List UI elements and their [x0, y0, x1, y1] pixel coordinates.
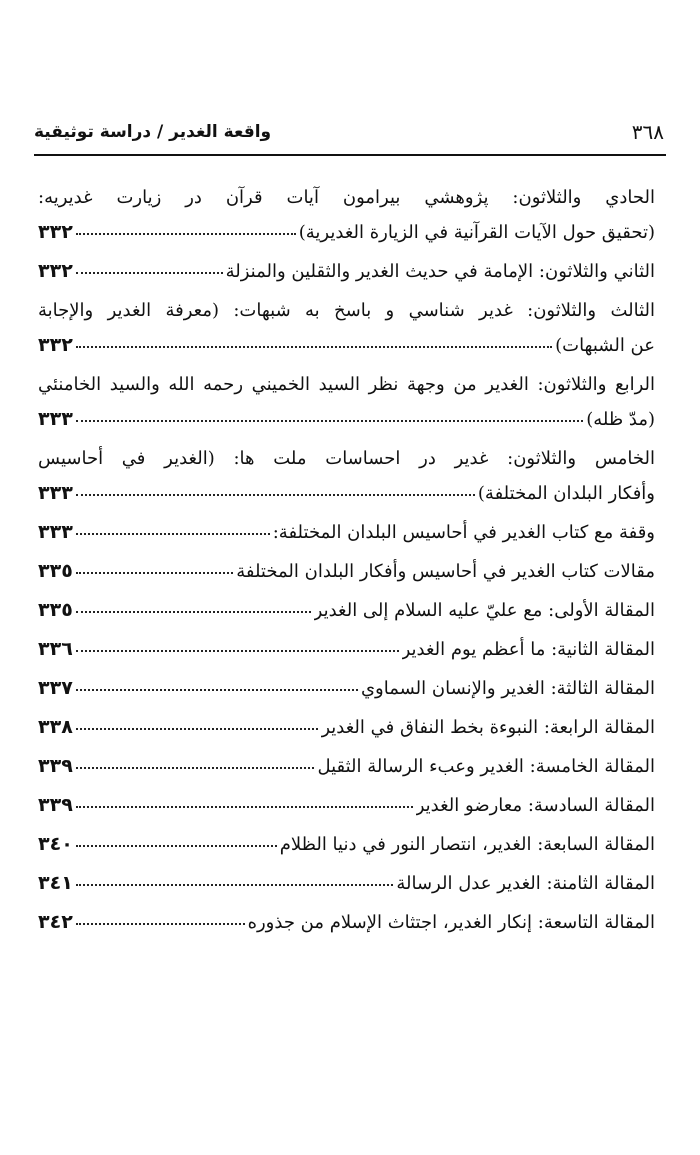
toc-page-number: ٣٣٩: [38, 755, 73, 777]
toc-entry-text: مقالات كتاب الغدير في أحاسيس وأفكار البلدان المختلفة: [236, 561, 655, 582]
dot-leader: [76, 806, 413, 808]
toc-entry-text: المقالة السادسة: معارضو الغدير: [415, 795, 655, 816]
toc-entry[interactable]: [38, 293, 655, 363]
toc-entry-line: [38, 215, 655, 250]
toc-entry-line: [38, 710, 655, 745]
toc-entry-text: الحادي والثلاثون: پژوهشي بيرامون آيات قرآن در زيارت غديريه:: [38, 187, 655, 208]
toc-entry-line: [38, 367, 655, 402]
toc-entry[interactable]: [38, 866, 655, 901]
toc-entry[interactable]: [38, 441, 655, 511]
toc-page-number: ٣٣٣: [38, 408, 73, 430]
dot-leader: [76, 767, 315, 769]
toc-entry-line: [38, 632, 655, 667]
toc-page-number: ٣٤١: [38, 872, 73, 894]
toc-page-number: ٣٣٥: [38, 599, 73, 621]
toc-entry-text: عن الشبهات): [555, 335, 655, 356]
toc-page-number: ٣٣٣: [38, 482, 73, 504]
toc-entry-line: [38, 328, 655, 363]
toc-page-number: ٣٣٢: [38, 260, 73, 282]
toc-entry[interactable]: [38, 632, 655, 667]
toc-entry-line: [38, 554, 655, 589]
toc-page-number: ٣٣٩: [38, 794, 73, 816]
toc-page-number: ٣٣٢: [38, 334, 73, 356]
toc-entry-line: [38, 788, 655, 823]
toc-entry-text: المقالة الثالثة: الغدير والإنسان السماوي: [360, 678, 655, 699]
toc-entry-text: (تحقيق حول الآيات القرآنية في الزيارة الغديرية): [298, 222, 655, 243]
toc-entry-line: [38, 827, 655, 862]
toc-page-number: ٣٣٥: [38, 560, 73, 582]
toc-entry-text: المقالة الثانية: ما أعظم يوم الغدير: [401, 639, 655, 660]
running-title: واقعة الغدير / دراسة توثيقية: [34, 122, 272, 142]
toc-entry-text: الخامس والثلاثون: غدير در احساسات ملت ها: (الغدير في أحاسيس: [38, 448, 655, 469]
dot-leader: [76, 346, 552, 348]
toc-entry-text: المقالة الأولى: مع عليّ عليه السلام إلى الغدير: [313, 600, 655, 621]
toc-entry-line: [38, 749, 655, 784]
toc-entry[interactable]: [38, 254, 655, 289]
toc-entry-text: الرابع والثلاثون: الغدير من وجهة نظر السيد الخميني رحمه الله والسيد الخامنئي: [38, 374, 655, 395]
toc-entry-line: [38, 671, 655, 706]
toc-entry-text: الثاني والثلاثون: الإمامة في حديث الغدير والثقلين والمنزلة: [225, 261, 655, 282]
toc-entry-line: [38, 866, 655, 901]
toc-entry[interactable]: [38, 827, 655, 862]
toc-entry-line: [38, 293, 655, 328]
toc-entry-text: المقالة الرابعة: النبوءة بخط النفاق في الغدير: [321, 717, 655, 738]
toc-entry[interactable]: [38, 180, 655, 250]
dot-leader: [76, 233, 296, 235]
toc-entry-line: [38, 402, 655, 437]
dot-leader: [76, 611, 311, 613]
toc-page-number: ٣٣٣: [38, 521, 73, 543]
toc-page-number: ٣٣٨: [38, 716, 73, 738]
toc-entry[interactable]: [38, 367, 655, 437]
dot-leader: [76, 689, 358, 691]
dot-leader: [76, 272, 223, 274]
dot-leader: [76, 494, 475, 496]
table-of-contents: [38, 180, 655, 940]
toc-entry[interactable]: [38, 788, 655, 823]
toc-entry-line: [38, 441, 655, 476]
toc-entry-text: (مدّ ظله): [586, 409, 655, 430]
page-header: [34, 118, 666, 156]
toc-entry-text: المقالة الخامسة: الغدير وعبء الرسالة الثقيل: [317, 756, 655, 777]
toc-page-number: ٣٤٢: [38, 911, 73, 933]
toc-page-number: ٣٣٢: [38, 221, 73, 243]
toc-page-number: ٣٤٠: [38, 833, 73, 855]
toc-entry[interactable]: [38, 671, 655, 706]
dot-leader: [76, 650, 399, 652]
dot-leader: [76, 845, 277, 847]
page-number: ٣٦٨: [631, 120, 664, 144]
toc-entry[interactable]: [38, 710, 655, 745]
toc-entry[interactable]: [38, 905, 655, 940]
toc-entry-line: [38, 593, 655, 628]
toc-entry-line: [38, 476, 655, 511]
toc-entry-text: المقالة الثامنة: الغدير عدل الرسالة: [396, 873, 655, 894]
toc-entry-text: المقالة السابعة: الغدير، انتصار النور في دنيا الظلام: [279, 834, 655, 855]
toc-entry[interactable]: [38, 593, 655, 628]
dot-leader: [76, 923, 245, 925]
dot-leader: [76, 884, 394, 886]
toc-entry-text: وقفة مع كتاب الغدير في أحاسيس البلدان المختلفة:: [272, 522, 655, 543]
toc-entry[interactable]: [38, 749, 655, 784]
toc-page-number: ٣٣٧: [38, 677, 73, 699]
toc-entry-text: وأفكار البلدان المختلفة): [477, 483, 655, 504]
dot-leader: [76, 420, 583, 422]
toc-entry-line: [38, 515, 655, 550]
toc-entry-line: [38, 905, 655, 940]
toc-entry[interactable]: [38, 554, 655, 589]
toc-entry-text: المقالة التاسعة: إنكار الغدير، اجتثاث الإسلام من جذوره: [247, 912, 655, 933]
dot-leader: [76, 533, 270, 535]
toc-entry-line: [38, 180, 655, 215]
dot-leader: [76, 572, 233, 574]
toc-entry[interactable]: [38, 515, 655, 550]
toc-entry-line: [38, 254, 655, 289]
dot-leader: [76, 728, 319, 730]
toc-entry-text: الثالث والثلاثون: غدير شناسي و باسخ به شبهات: (معرفة الغدير والإجابة: [38, 300, 655, 321]
toc-page-number: ٣٣٦: [38, 638, 73, 660]
